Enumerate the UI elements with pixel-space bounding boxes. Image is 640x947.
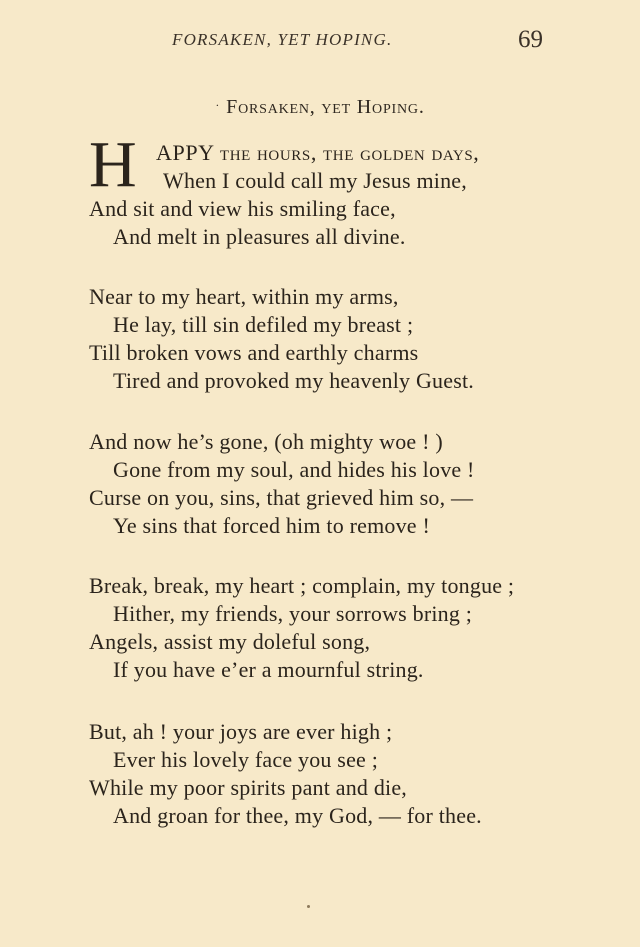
poem-line: But, ah ! your joys are ever high ; (89, 719, 393, 744)
poem-line: Hither, my friends, your sorrows bring ; (113, 601, 473, 626)
poem-line: Gone from my soul, and hides his love ! (113, 457, 475, 482)
poem-title-text: Forsaken, yet Hoping. (226, 96, 425, 118)
poem-line: Ye sins that forced him to remove ! (113, 513, 430, 538)
poem-line: While my poor spirits pant and die, (89, 775, 407, 800)
poem-line: And melt in pleasures all divine. (113, 224, 406, 249)
poem-line: Curse on you, sins, that grieved him so, — (89, 485, 474, 510)
running-head: FORSAKEN, YET HOPING. (172, 30, 393, 49)
poem-line: And groan for thee, my God, — for thee. (113, 803, 482, 828)
poem-line: When I could call my Jesus mine, (163, 168, 467, 193)
poem-line: Angels, assist my doleful song, (89, 629, 371, 654)
poem-line: Near to my heart, within my arms, (89, 284, 399, 309)
page-number: 69 (518, 26, 543, 53)
poem-title (0, 96, 640, 119)
poem-line: APPY the hours, the golden days, (156, 140, 480, 165)
poem-line: Ever his lovely face you see ; (113, 747, 379, 772)
drop-cap: H (89, 128, 137, 201)
poem-line: Till broken vows and earthly charms (89, 340, 419, 365)
poem-line: Tired and provoked my heavenly Guest. (113, 368, 474, 393)
title-ornament: · (215, 98, 221, 112)
poem-line: And now he’s gone, (oh mighty woe ! ) (89, 429, 443, 454)
poem-line: And sit and view his smiling face, (89, 196, 396, 221)
poem-line: He lay, till sin defiled my breast ; (113, 312, 414, 337)
page-speck (307, 905, 310, 908)
poem-line: If you have e’er a mournful string. (113, 657, 424, 682)
poem-line: Break, break, my heart ; complain, my tongue ; (89, 573, 515, 598)
